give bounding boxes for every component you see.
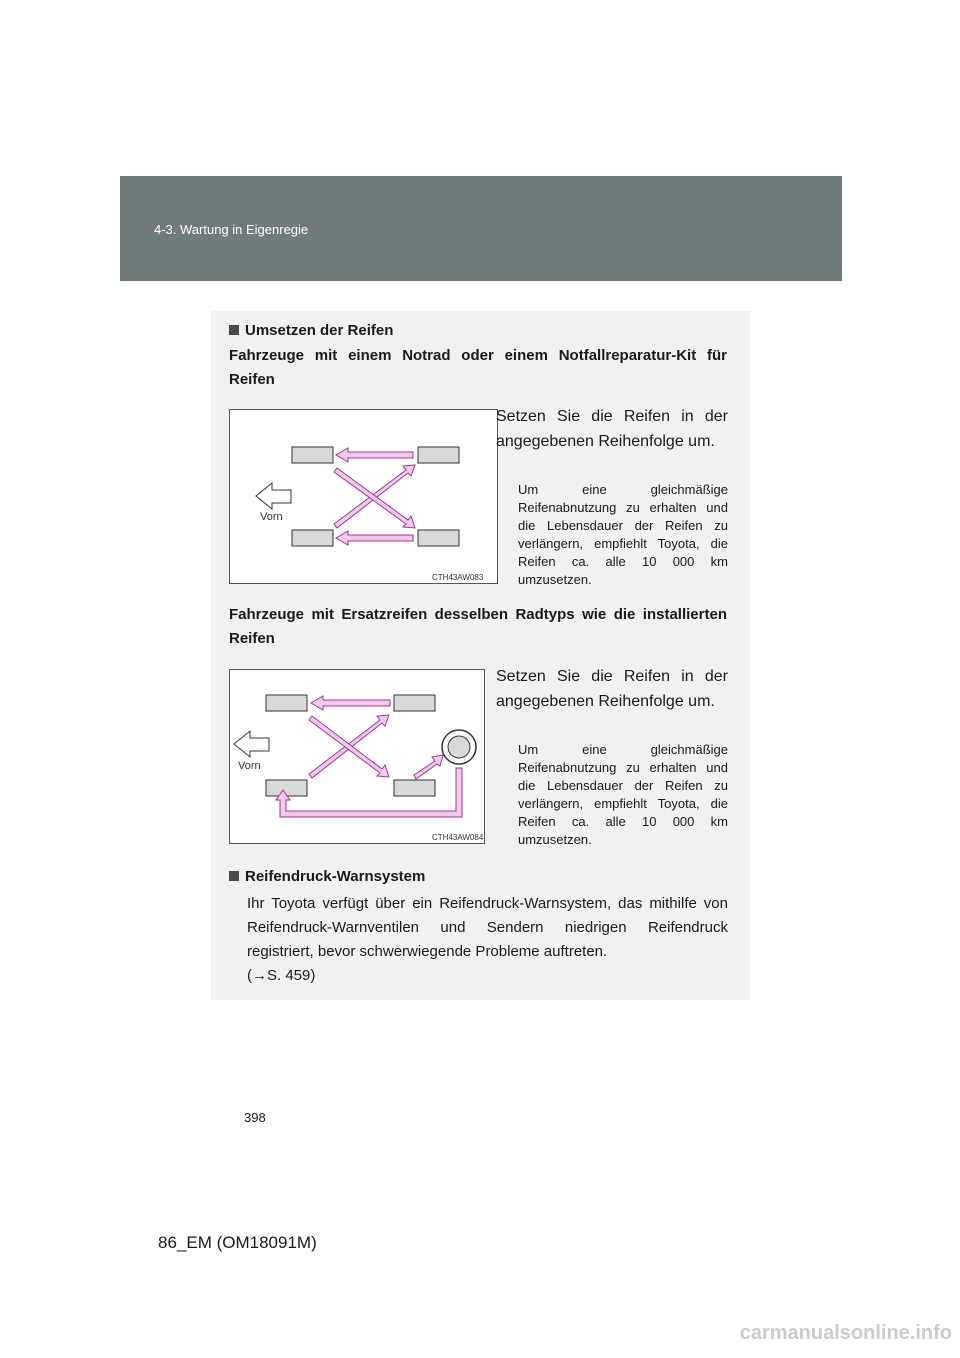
diagram-code: CTH43AW084 [432, 833, 484, 842]
section-heading-text: Reifendruck-Warnsystem [245, 868, 426, 885]
tire-rear-right [394, 780, 435, 796]
page-reference-link[interactable]: (→S. 459) [247, 967, 316, 984]
front-label: Vorn [260, 511, 283, 523]
arrow-rear-to-front-top [311, 696, 390, 710]
tpms-description [247, 892, 728, 988]
tpms-text: Ihr Toyota verfügt über ein Reifendruck-Warnsystem, das mithilfe von Reifendruck-Warnventilen und Sendern niedrigen Reifendruck registriert, bevor schwerwiegende Probleme auftreten. [247, 895, 728, 960]
arrow-to-spare [414, 755, 443, 779]
arrow-rear-to-front-bottom [336, 531, 413, 545]
section-heading-text: Umsetzen der Reifen [245, 322, 394, 339]
front-direction-icon [234, 731, 269, 757]
subheading-spare: Fahrzeuge mit einem Notrad oder einem Notfallreparatur-Kit für Reifen [229, 347, 727, 388]
watermark: carmanualsonline.info [739, 1322, 952, 1344]
tire-rear-right [418, 530, 459, 546]
front-direction-icon [256, 483, 291, 509]
manual-code: 86_EM (OM18091M) [158, 1233, 317, 1252]
header-bar [120, 176, 842, 281]
tire-rotation-diagram-1 [229, 409, 498, 584]
bullet-square-icon [229, 871, 239, 881]
tire-rotation-diagram-2 [229, 669, 485, 844]
tire-rear-left [394, 695, 435, 711]
instruction-text-2: Setzen Sie die Reifen in der angegebenen Reihenfolge um. [496, 668, 728, 710]
note-text-2: Um eine gleichmäßige Reifenabnutzung zu erhalten und die Lebensdauer der Reifen zu verlängern, empfiehlt Toyota, die Reifen ca. alle 10 000 km umzusetzen. [518, 742, 728, 847]
tire-rear-left [418, 447, 459, 463]
diagram-code: CTH43AW083 [432, 573, 484, 582]
front-label: Vorn [238, 760, 261, 772]
page-number: 398 [244, 1110, 266, 1125]
tire-front-left [266, 695, 307, 711]
arrow-rear-to-front-top [336, 448, 413, 462]
subheading-full-spare: Fahrzeuge mit Ersatzreifen desselben Radtyps wie die installierten Reifen [229, 606, 727, 647]
spare-tire-rim [448, 736, 470, 758]
section-heading-tpms [229, 868, 425, 885]
note-text-1: Um eine gleichmäßige Reifenabnutzung zu erhalten und die Lebensdauer der Reifen zu verlängern, empfiehlt Toyota, die Reifen ca. alle 10 000 km umzusetzen. [518, 482, 728, 587]
instruction-text-1: Setzen Sie die Reifen in der angegebenen Reihenfolge um. [496, 408, 728, 450]
chapter-title: 4-3. Wartung in Eigenregie [154, 222, 309, 237]
bullet-square-icon [229, 325, 239, 335]
tire-front-right [266, 780, 307, 796]
content-box [211, 311, 750, 1000]
section-heading-tire-rotation [229, 322, 393, 339]
tire-front-right [292, 530, 333, 546]
tire-front-left [292, 447, 333, 463]
